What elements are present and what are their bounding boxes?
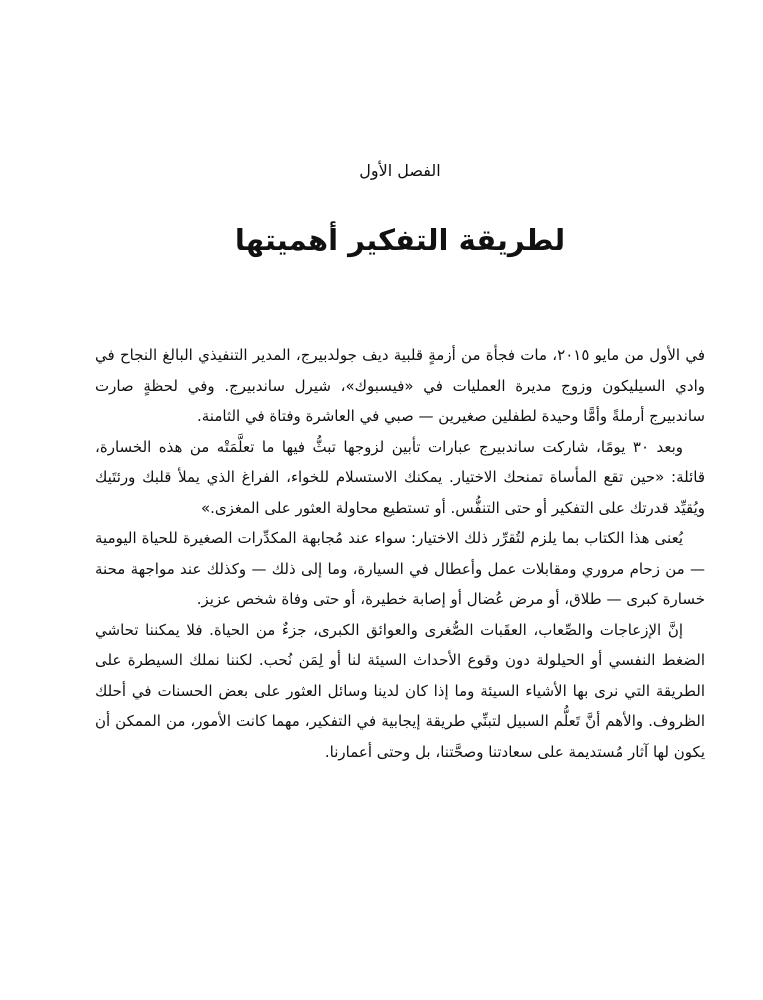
paragraph-1: في الأول من مايو ٢٠١٥، مات فجأة من أزمةٍ قلبية ديف جولدبيرج، المدير التنفيذي البالغ النجاح في وادي السيليكون وزوج مديرة العمليات في «فيسبوك»، شيرل ساندبيرج. وفي لحظةٍ صارت ساندبيرج أرملةً وأمًّا وحيدة لطفلين صغيرين — صبي في العاشرة وفتاة في الثامنة. xyxy=(95,346,705,425)
chapter-label: الفصل الأول xyxy=(359,161,441,180)
paragraph-3: يُعنى هذا الكتاب بما يلزم لتُقرِّر ذلك الاختيار: سواء عند مُجابهة المكدِّرات الصغيرة للحياة اليومية — من زحام مروري ومقابلات عمل وأعطال في السيارة، وما إلى ذلك — وكذلك عند مواجهة محنة خسارة كبرى — طلاق، أو مرض عُضال أو إصابة خطيرة، أو حتى وفاة شخص عزيز. xyxy=(95,529,705,608)
paragraph-2: وبعد ٣٠ يومًا، شاركت ساندبيرج عبارات تأبين لزوجها تبثُّ فيها ما تعلَّمَتْه من هذه الخسارة، قائلة: «حين تقع المأساة تمنحك الاختيار. يمكنك الاستسلام للخواء، الفراغ الذي يملأ قلبك ورئتَيك ويُقيِّد قدرتك على التفكير أو حتى التنفُّس. أو تستطيع محاولة العثور على المغزى.» xyxy=(95,437,705,517)
chapter-body xyxy=(95,340,705,767)
chapter-title: لطريقة التفكير أهميتها xyxy=(234,223,566,257)
paragraph-4: إنَّ الإزعاجات والصِّعاب، العقَبات الصُّغرى والعوائق الكبرى، جزءٌ من الحياة. فلا يمكننا تحاشي الضغط النفسي أو الحيلولة دون وقوع الأحداث السيئة لنا أو لِمَن نُحب. لكننا نملك السيطرة على الطريقة التي نرى بها الأشياء السيئة وما إذا كان لدينا وسائل العثور على بعض الحسنات في أحلك الظروف. والأهم أنَّ تَعلُّم السبيل لتبنِّي طريقة إيجابية في التفكير، مهما كانت الأمور، من الممكن أن يكون لها آثار مُستديمة على سعادتنا وصحَّتنا، بل وحتى أعمارنا. xyxy=(95,620,705,761)
book-page xyxy=(95,0,705,1000)
